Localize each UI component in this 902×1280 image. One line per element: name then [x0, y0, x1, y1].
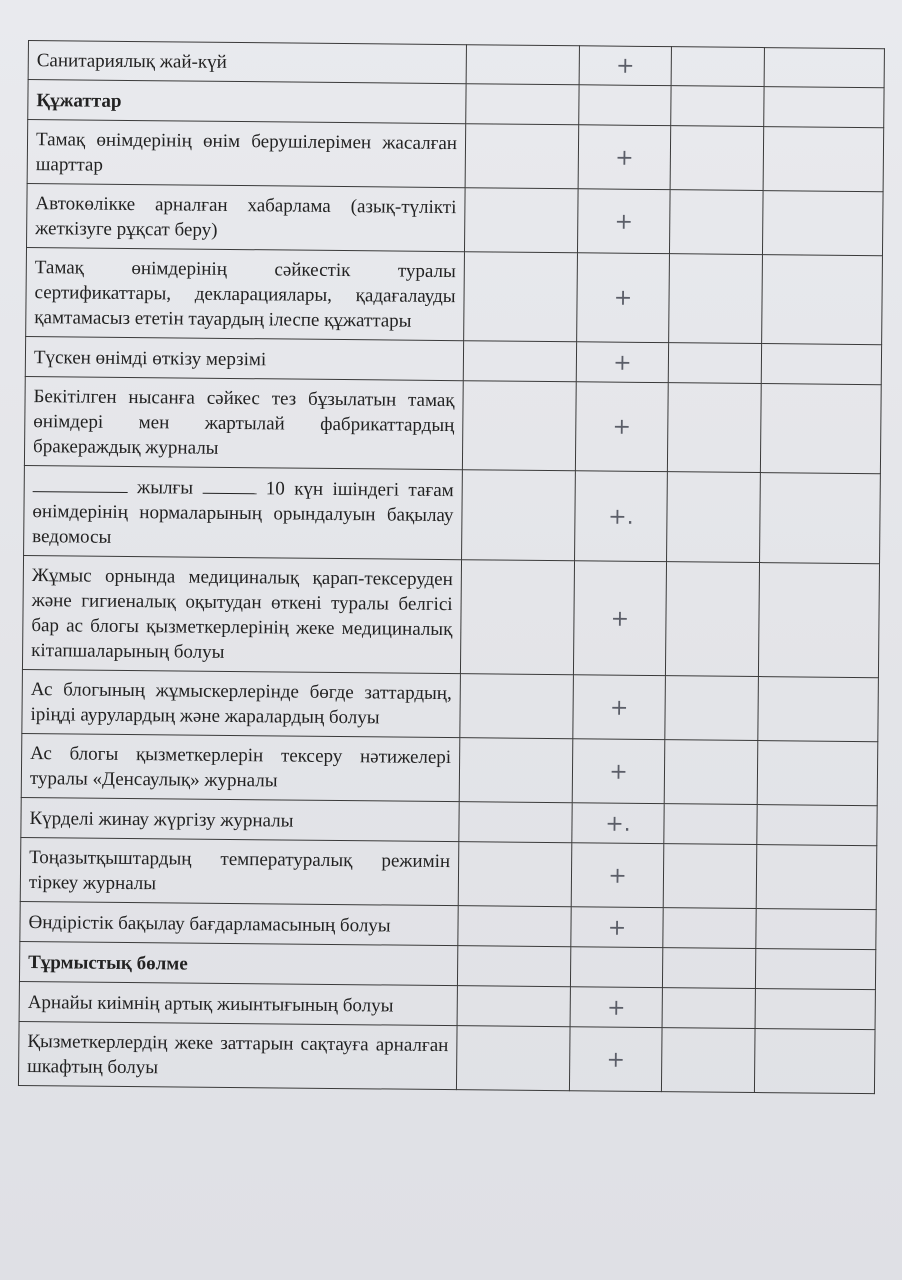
empty-cell — [460, 560, 574, 675]
checklist-table — [18, 40, 885, 1094]
row-label: Күрделі жинау жүргізу журналы — [21, 797, 459, 841]
table-row — [22, 555, 879, 677]
handwritten-mark: +. — [572, 803, 664, 844]
handwritten-mark: + — [577, 253, 670, 343]
handwritten-mark: + — [577, 189, 670, 254]
empty-cell — [664, 804, 757, 845]
empty-cell — [663, 908, 756, 949]
empty-cell — [465, 124, 579, 189]
empty-cell — [760, 473, 881, 564]
row-label: Бекітілген нысанға сәйкес тез бұзылатын тамақ өнімдері мен жартылай фабрикаттардың бракераждық журналы — [24, 376, 463, 469]
empty-cell — [668, 343, 761, 384]
table-row — [27, 183, 884, 255]
empty-cell — [466, 45, 579, 85]
row-label: Тамақ өнімдерінің сәйкестік туралы сертификаттары, декларациялары, қадағалауды қамтамасыз ететін тауардың ілеспе құжаттары — [26, 247, 465, 340]
empty-cell — [466, 84, 579, 125]
handwritten-mark: + — [578, 125, 671, 190]
empty-cell — [570, 947, 662, 988]
empty-cell — [579, 85, 671, 126]
empty-cell — [664, 740, 758, 805]
empty-cell — [758, 677, 879, 742]
empty-cell — [462, 470, 576, 561]
empty-cell — [667, 383, 761, 473]
empty-cell — [755, 949, 875, 990]
empty-cell — [663, 844, 757, 909]
handwritten-mark: + — [575, 382, 668, 472]
row-label-part: жылғы — [137, 477, 194, 499]
table-row — [24, 376, 881, 473]
handwritten-mark: + — [573, 675, 666, 740]
empty-cell — [661, 1028, 755, 1093]
empty-cell — [671, 47, 764, 87]
empty-cell — [459, 802, 572, 843]
row-label: Ас блогы қызметкерлерін тексеру нәтижелері туралы «Денсаулық» журналы — [21, 733, 460, 801]
table-row — [27, 120, 884, 192]
empty-cell — [758, 563, 879, 678]
row-label: Түскен өнімді өткізу мерзімі — [25, 336, 463, 380]
empty-cell — [458, 906, 571, 947]
empty-cell — [762, 191, 883, 256]
empty-cell — [459, 738, 573, 803]
table-row — [24, 465, 881, 563]
handwritten-mark: + — [572, 739, 665, 804]
empty-cell — [761, 344, 881, 385]
empty-cell — [764, 87, 884, 128]
empty-cell — [667, 472, 761, 563]
empty-cell — [463, 341, 576, 382]
blank-line — [33, 473, 128, 493]
section-title: Тұрмыстық бөлме — [19, 941, 457, 985]
empty-cell — [764, 48, 884, 88]
handwritten-mark: + — [569, 1027, 662, 1092]
empty-cell — [462, 381, 576, 471]
empty-cell — [757, 805, 877, 846]
empty-cell — [457, 986, 570, 1027]
row-label: Қызметкерлердің жеке заттарын сақтауға арналған шкафтың болуы — [18, 1021, 457, 1089]
handwritten-mark: + — [571, 843, 664, 908]
row-label: Тоңазытқыштардың температуралық режимін тіркеу журналы — [20, 837, 459, 905]
empty-cell — [457, 946, 570, 987]
empty-cell — [669, 254, 763, 344]
empty-cell — [754, 1029, 875, 1094]
row-label: Тамақ өнімдерінің өнім берушілерімен жасалған шарттар — [27, 120, 466, 188]
empty-cell — [670, 126, 764, 191]
empty-cell — [757, 741, 878, 806]
handwritten-mark: + — [570, 987, 662, 1028]
table-row — [21, 733, 878, 805]
empty-cell — [760, 384, 881, 474]
handwritten-mark: + — [579, 46, 671, 86]
inspection-checklist — [18, 40, 884, 1094]
section-title: Құжаттар — [28, 80, 466, 124]
handwritten-mark: + — [576, 342, 668, 383]
empty-cell — [671, 86, 764, 127]
empty-cell — [464, 252, 578, 342]
empty-cell — [665, 562, 759, 677]
empty-cell — [464, 188, 578, 253]
table-row — [20, 837, 877, 909]
row-label: Санитариялық жай-күй — [28, 41, 466, 84]
row-label: Ас блогының жұмыскерлерінде бөгде заттардың, іріңді аурулардың және жаралардың болуы — [22, 669, 461, 737]
row-label: Арнайы киімнің артық жиынтығының болуы — [19, 981, 457, 1025]
empty-cell — [669, 190, 763, 255]
empty-cell — [755, 989, 875, 1030]
empty-cell — [756, 845, 877, 910]
blank-line — [202, 475, 256, 495]
row-label-part: 10 күн ішіндегі тағам өнімдерінің нормаларының орындалуын бақылау ведомосы — [32, 478, 454, 548]
empty-cell — [456, 1026, 570, 1091]
table-row — [26, 247, 883, 344]
empty-cell — [662, 948, 755, 989]
row-label: Өндірістік бақылау бағдарламасының болуы — [20, 901, 458, 945]
row-label: Автокөлікке арналған хабарлама (азық-түлікті жеткізуге рұқсат беру) — [27, 183, 466, 251]
handwritten-mark: + — [573, 561, 666, 676]
table-row — [18, 1021, 875, 1093]
empty-cell — [460, 674, 574, 739]
table-row — [22, 669, 879, 741]
empty-cell — [665, 676, 759, 741]
empty-cell — [662, 988, 755, 1029]
empty-cell — [458, 842, 572, 907]
empty-cell — [762, 255, 883, 345]
empty-cell — [756, 909, 876, 950]
handwritten-mark: +. — [575, 471, 668, 562]
empty-cell — [763, 127, 884, 192]
row-label: Жұмыс орнында медициналық қарап-тексеруден және гигиеналық оқытудан өткені туралы белгісі бар ас блогы қызметкерлерінің жеке медициналық кітапшаларының болуы — [22, 555, 461, 673]
row-label — [24, 465, 463, 559]
handwritten-mark: + — [571, 907, 663, 948]
